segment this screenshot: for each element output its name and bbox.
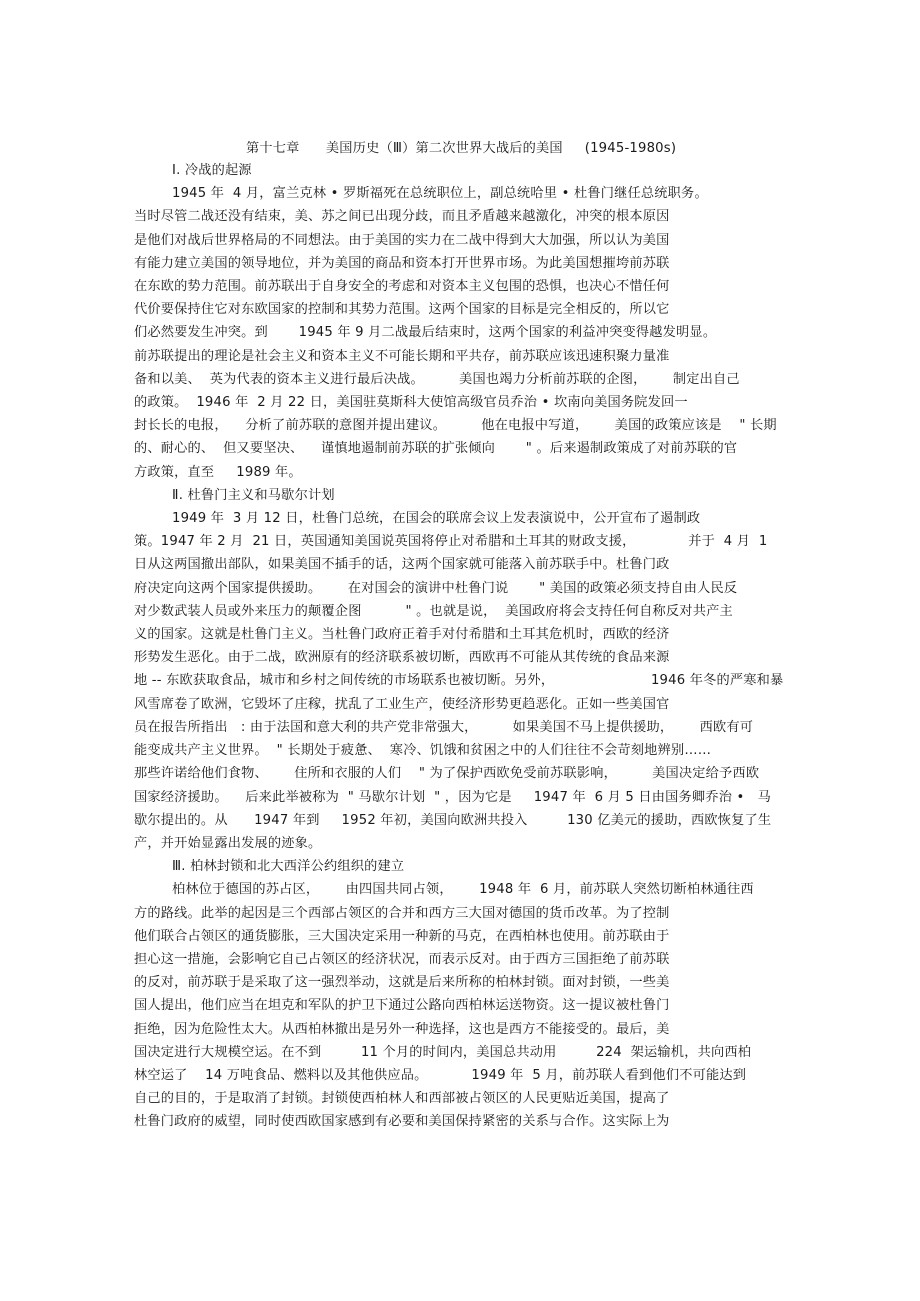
paragraph-line: 的、耐心的、 但又要坚决、 谨慎地遏制前苏联的扩张倾向 " 。后来遏制政策成了对前苏联的官 [134, 441, 738, 456]
paragraph-line: 府决定向这两个国家提供援助。 在对国会的演讲中杜鲁门说 " 美国的政策必须支持自由人民反 [134, 581, 738, 596]
paragraph-line: 义的国家。这就是杜鲁门主义。当杜鲁门政府正着手对付希腊和土耳其危机时，西欧的经济 [134, 627, 670, 642]
section-heading-2: Ⅱ. 杜鲁门主义和马歇尔计划 [172, 488, 335, 503]
paragraph-line: 员在报告所指出 : 由于法国和意大利的共产党非常强大， 如果美国不马上提供援助， 西欧有可 [134, 720, 754, 735]
paragraph-line: 是他们对战后世界格局的不同想法。由于美国的实力在二战中得到大大加强，所以认为美国 [134, 233, 670, 248]
paragraph-line: 产，并开始显露出发展的迹象。 [134, 836, 322, 851]
paragraph-line: 方的路线。此举的起因是三个西部占领区的合并和西方三大国对德国的货币改革。为了控制 [134, 906, 670, 921]
paragraph-line: 形势发生恶化。由于二战，欧洲原有的经济联系被切断，西欧再不可能从其传统的食品来源 [134, 650, 670, 665]
paragraph-line: 那些许诺给他们食物、 住所和衣服的人们 " 为了保护西欧免受前苏联影响， 美国决定给予西欧 [134, 766, 760, 781]
paragraph-line: 歇尔提出的。从 1947 年到 1952 年初，美国向欧洲共投入 130 亿美元的援助，西欧恢复了生 [134, 813, 772, 828]
paragraph-line: 有能力建立美国的领导地位，并为美国的商品和资本打开世界市场。为此美国想摧垮前苏联 [134, 256, 670, 271]
paragraph-line: 备和以美、 英为代表的资本主义进行最后决战。 美国也竭力分析前苏联的企图， 制定出自己 [134, 372, 740, 387]
paragraph-line: 的反对，前苏联于是采取了这一强烈举动，这就是后来所称的柏林封锁。面对封锁，一些美 [134, 975, 670, 990]
paragraph-line: 前苏联提出的理论是社会主义和资本主义不可能长期和平共存，前苏联应该迅速积聚力量准 [134, 349, 670, 364]
paragraph-line: 地 -- 东欧获取食品，城市和乡村之间传统的市场联系也被切断。另外， 1946 年冬的严寒和暴 [134, 673, 784, 688]
paragraph-line: 代价要保持住它对东欧国家的控制和其势力范围。这两个国家的目标是完全相反的，所以它 [134, 302, 670, 317]
paragraph-line: 策。1947 年 2 月 21 日，英国通知美国说英国将停止对希腊和土耳其的财政支援， 并于 4 月 1 [134, 534, 768, 549]
paragraph-line: 们必然要发生冲突。到 1945 年 9 月二战最后结束时，这两个国家的利益冲突变得越发明显。 [134, 325, 717, 340]
paragraph-line: 林空运了 14 万吨食品、燃料以及其他供应品。 1949 年 5 月，前苏联人看到他们不可能达到 [134, 1068, 747, 1083]
paragraph-line: 1949 年 3 月 12 日，杜鲁门总统，在国会的联席会议上发表演说中，公开宣布了遏制政 [172, 511, 701, 526]
paragraph-line: 当时尽管二战还没有结束，美、苏之间已出现分歧，而且矛盾越来越激化，冲突的根本原因 [134, 209, 670, 224]
paragraph-line: 封长长的电报， 分析了前苏联的意图并提出建议。 他在电报中写道， 美国的政策应该是 " 长期 [134, 418, 777, 433]
paragraph-line: 自己的目的，于是取消了封锁。封锁使西柏林人和西部被占领区的人民更贴近美国，提高了 [134, 1091, 670, 1106]
paragraph-line: 能变成共产主义世界。 " 长期处于疲惫、 寒冷、饥饿和贫困之中的人们往往不会苛刻地辨别…… [134, 743, 712, 758]
paragraph-line: 方政策，直至 1989 年。 [134, 465, 302, 480]
paragraph-line: 国家经济援助。 后来此举被称为 " 马歇尔计划 " ，因为它是 1947 年 6 月 5 日由国务卿乔治 • 马 [134, 790, 772, 805]
section-heading-3: Ⅲ. 柏林封锁和北大西洋公约组织的建立 [172, 859, 405, 874]
chapter-title: 第十七章 美国历史（Ⅲ）第二次世界大战后的美国 (1945-1980s) [246, 141, 677, 156]
paragraph-line: 国决定进行大规模空运。在不到 11 个月的时间内，美国总共动用 224 架运输机，共向西柏 [134, 1045, 752, 1060]
paragraph-line: 日从这两国撤出部队，如果美国不插手的话，这两个国家就可能落入前苏联手中。杜鲁门政 [134, 557, 670, 572]
paragraph-line: 风雪席卷了欧洲，它毁坏了庄稼，扰乱了工业生产，使经济形势更趋恶化。正如一些美国官 [134, 697, 670, 712]
paragraph-line: 拒绝，因为危险性太大。从西柏林撤出是另外一种选择，这也是西方不能接受的。最后，美 [134, 1022, 670, 1037]
paragraph-line: 的政策。 1946 年 2 月 22 日，美国驻莫斯科大使馆高级官员乔治 • 坎南向美国务院发回一 [134, 395, 688, 410]
paragraph-line: 国人提出，他们应当在坦克和军队的护卫下通过公路向西柏林运送物资。这一提议被杜鲁门 [134, 998, 670, 1013]
paragraph-line: 柏林位于德国的苏占区， 由四国共同占领， 1948 年 6 月，前苏联人突然切断柏林通往西 [172, 882, 754, 897]
paragraph-line: 担心这一措施，会影响它自己占领区的经济状况，而表示反对。由于西方三国拒绝了前苏联 [134, 952, 670, 967]
paragraph-line: 1945 年 4 月，富兰克林 • 罗斯福死在总统职位上，副总统哈里 • 杜鲁门继任总统职务。 [172, 186, 708, 201]
paragraph-line: 在东欧的势力范围。前苏联出于自身安全的考虑和对资本主义包围的恐惧，也决心不惜任何 [134, 279, 670, 294]
paragraph-line: 他们联合占领区的通货膨胀，三大国决定采用一种新的马克，在西柏林也使用。前苏联由于 [134, 929, 670, 944]
paragraph-line: 对少数武装人员或外来压力的颠覆企图 " 。也就是说， 美国政府将会支持任何自称反对共产主 [134, 604, 733, 619]
paragraph-line: 杜鲁门政府的威望，同时使西欧国家感到有必要和美国保持紧密的关系与合作。这实际上为 [134, 1114, 670, 1129]
section-heading-1: Ⅰ. 冷战的起源 [172, 163, 252, 178]
